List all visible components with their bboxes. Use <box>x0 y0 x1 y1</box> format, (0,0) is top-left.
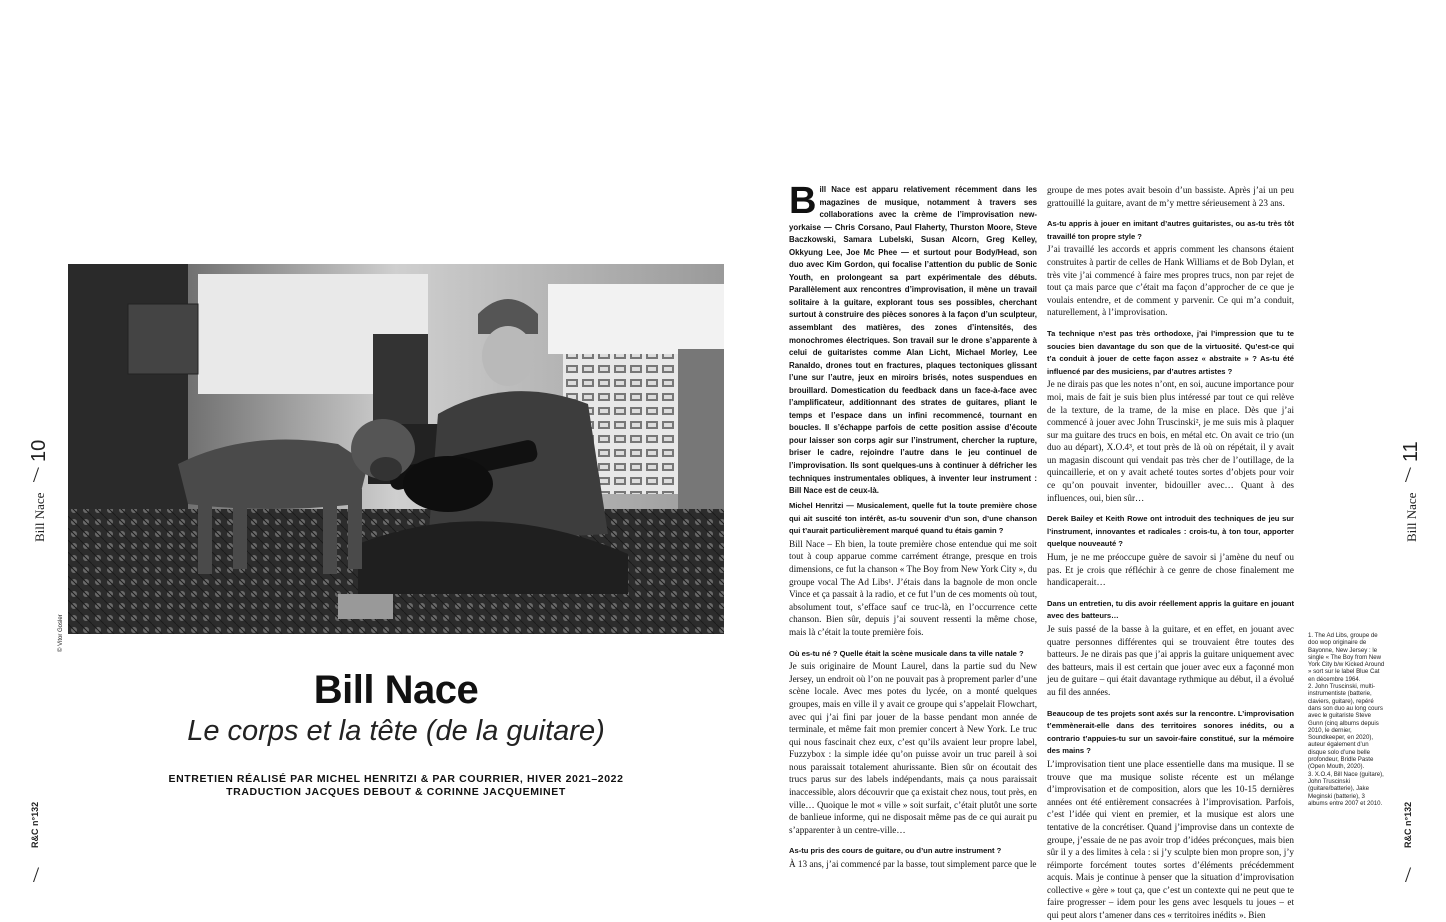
article-credits-line2: TRADUCTION JACQUES DEBOUT & CORINNE JACQUEMINET <box>226 786 566 798</box>
footnote: 3. X.O.4, Bill Nace (guitare), John Truscinski (guitare/batterie), Jake Meginski (batterie), 3 albums entre 2007 et 2010. <box>1308 770 1384 807</box>
running-head-right: Bill Nace <box>1404 492 1419 542</box>
page-divider-left: / <box>33 462 40 487</box>
question: Où es-tu né ? Quelle était la scène musicale dans ta ville natale ? <box>789 648 1024 658</box>
article-title: Bill Nace <box>313 668 479 712</box>
text-column-1 <box>789 500 1037 871</box>
photo-credit: © Vitor Gosler <box>58 614 64 652</box>
page-number-left: 10 <box>28 439 50 462</box>
page-number-right: 11 <box>1400 441 1422 462</box>
answer: Hum, je ne me préoccupe guère de savoir si j’amène du neuf ou pas. Et je crois que réfléchir à ce genre de chose finalement me handicaperait… <box>1047 552 1294 588</box>
article-intro <box>789 180 1037 498</box>
answer: Bill Nace – Eh bien, la toute première chose entendue qui me soit tout à coup apparue comme carrément étrange, presque en trois dimensions, ce fut la chanson « The Boy from New York City », du groupe vocal The Ad Libs¹. J’étais dans la bagnole de mon oncle Vince et ça passait à la radio, et ce fut l’un de ces moments où tout, absolument tout, s’efface sauf ce truc-là, en l’occurrence cette chanson. Bien sûr, depuis j’ai souvent ressenti la même chose, mais là c’était la toute première fois. <box>789 538 1037 637</box>
article-credits-line1: ENTRETIEN RÉALISÉ PAR MICHEL HENRITZI & PAR COURRIER, HIVER 2021–2022 <box>168 773 624 785</box>
question: Dans un entretien, tu dis avoir réellement appris la guitare en jouant avec des batteurs… <box>1047 598 1294 621</box>
drop-cap: B <box>789 180 817 222</box>
corner-slash-right: / <box>1405 862 1412 887</box>
question: As-tu pris des cours de guitare, ou d’un autre instrument ? <box>789 846 1002 856</box>
running-head-left: Bill Nace <box>32 492 47 542</box>
answer: Je ne dirais pas que les notes n’ont, en soi, aucune importance pour moi, mais de fait je suis bien plus intéressé par tout ce qui relève de la texture, de la trame, de la mise en place. Dès que j’ai commencé à jouer avec John Truscinski², je me suis mis à plaquer sur ma guitare des trucs en bois, en métal etc. On avait ce trio (un duo au départ), X.O.4³, et tout près de là où on répétait, il y avait un magasin discount qui vendait pas très cher de l’outillage, de la quincaillerie, et on y avait acheté toutes sortes d’objets pour voir ce qu’on pouvait inventer, bidouiller avec… Quant à des influences, oui, bien sûr… <box>1047 379 1294 503</box>
page-divider-right: / <box>1405 462 1412 487</box>
text-column-2 <box>1047 184 1294 922</box>
question: Beaucoup de tes projets sont axés sur la rencontre. L’improvisation t’emmènerait-elle dans des territoires sonores inédits, ou a contrario t’appuies-tu sur un savoir-faire constitué, sur la mémoire des mains ? <box>1047 708 1294 756</box>
article-photo <box>68 264 724 634</box>
intro-text: ill Nace est apparu relativement récemment dans les magazines de musique, notamment à travers ses collaborations avec la crème de l’improvisation new-yorkaise — Chris Corsano, Paul Flaherty, Thurston Moore, Steve Baczkowski, Samara Lubelski, Susan Alcorn, Greg Kelley, Okkyung Lee, Joe Mc Phee — et surtout pour Body/Head, son duo avec Kim Gordon, qui focalise l’attention du public de Sonic Youth, en prolongeant sa part expérimentale des débuts. Parallèlement aux rencontres d’improvisation, il mène un travail solitaire à la guitare, explorant tous ses possibles, cherchant surtout à construire des pièces sonores à la façon d’un sculpteur, assemblant des matières, des zones d’intensités, des monochromes électriques. Son travail sur le drone s’apparente à celui de guitaristes comme Alan Licht, Michael Morley, Lee Ranaldo, drones tout en fractures, plaques tectoniques glissant l’une sur l’autre, jeux en miroirs brisés, notes suspendues en brouillard. Domestication du feedback dans un face-à-face avec l’amplificateur, additionnant des strates de guitares, pliant le temps et l’espace dans un infini recommencé, tournant en boucles. Il s’échappe parfois de cette position assise d’écoute pour laisser son corps agir sur l’instrument, chercher la rupture, briser le cadre, rejoindre l’autre dans le jeu continuel de l’improvisation. Ils sont quelques-uns à continuer à défricher les techniques instrumentales obliques, à inventer leur instrument : Bill Nace est de ceux-là. <box>789 185 1037 496</box>
answer: Je suis passé de la basse à la guitare, et en effet, en jouant avec quatre personnes différentes qui se trouvaient être toutes des batteurs. Je ne dirais pas que j’ai appris la guitare uniquement avec des batteurs, mais il est certain que jouer avec eux a façonné mon jeu de guitare – qui était davantage rythmique au début, il a évolué au fil des années. <box>1047 624 1294 697</box>
issue-label-left: R&C n°132 <box>30 801 40 848</box>
footnote: 1. The Ad Libs, groupe de doo wop originaire de Bayonne, New Jersey : le single « The Boy from New York City b/w Kicked Around » sort sur le label Blue Cat en décembre 1964. <box>1308 632 1385 683</box>
answer: L’improvisation tient une place essentielle dans ma musique. Il se trouve que ma musique soliste récente est un mélange d’improvisation et de composition, alors que les 10-15 dernières années ont été entièrement consacrées à l’improvisation. Parfois, c’est l’idée qui vient en premier, et la musique est alors une tentative de la concrétiser. Quand j’improvise dans un contexte de groupe, j’essaie de ne pas avoir trop d’idées préconçues, mais bien sûr il y a des limites à cela : si j’y sculpte bien mon propre son, j’y réimporte forcément toutes sortes d’éléments précédemment acquis. Mais je continue à penser que la situation d’improvisation collective « gère » tout ça, que c’est un contexte qui ne peut que te faire progresser – idem pour les gens avec lesquels tu joues – et qui peut alors t’amener dans ces « territoires inédits ». Bien <box>1047 758 1294 921</box>
answer: Je suis originaire de Mount Laurel, dans la partie sud du New Jersey, un endroit où l’on ne pouvait pas à proprement parler d’une scène locale. Avec mes potes du lycée, on a monté quelques groupes, mais en ville il y avait ce groupe qui s’appelait Flowchart, avec qui j’ai fini par jouer de la basse pendant mon année de terminale, et même fait mon premier concert à New York. Le truc qui nous fascinait chez eux, c’est qu’ils avaient leur propre label, Fuzzybox : la simple idée qu’on puisse avoir un truc pareil à soi nous paraissait totalement ahurissante. Bien sûr on écoutait des trucs parus sur des labels indépendants, mais ça nous paraissait inaccessible, alors découvrir que ça existait chez nous, tout près, en ville… Quoique le mot « ville » soit surfait, c’était plutôt une sorte de banlieue informe, qui ne disposait même pas de ce qui aurait pu s’apparenter à un centre-ville… <box>789 661 1037 835</box>
corner-slash-left: / <box>33 862 40 887</box>
answer: J’ai travaillé les accords et appris comment les chansons étaient construites à partir de celles de Hank Williams et de Bob Dylan, et très vite j’ai commencé à faire mes propres trucs, non par rejet de tout ça mais parce que c’était ma façon d’approcher de ce que je voulais entendre, et de comment y parvenir. Ce qui m’a conduit, naturellement, à l’improvisation. <box>1047 244 1294 318</box>
footnotes <box>1308 632 1386 807</box>
question: Ta technique n’est pas très orthodoxe, j’ai l’impression que tu te soucies bien davantage du son que de la virtuosité. Qu’est-ce qui t’a conduit à jouer de cette façon assez « abstraite » ? As-tu été influencé par des musiciens, par d’autres artistes ? <box>1047 328 1294 376</box>
issue-label-right: R&C n°132 <box>1403 801 1413 848</box>
question: Derek Bailey et Keith Rowe ont introduit des techniques de jeu sur l’instrument, innovantes et radicales : crois-tu, à ton tour, apporter quelque nouveauté ? <box>1047 514 1294 549</box>
answer: groupe de mes potes avait besoin d’un bassiste. Après j’ai un peu grattouillé la guitare, avant de m’y mettre sérieusement à 23 ans. <box>1047 185 1294 208</box>
question: Michel Henritzi — Musicalement, quelle fut la toute première chose qui ait suscité ton intérêt, as-tu souvenir d’un son, d’une chanson qui t’aurait particulièrement marqué quand tu étais gamin ? <box>789 501 1037 536</box>
answer: À 13 ans, j’ai commencé par la basse, tout simplement parce que le <box>789 859 1037 870</box>
question: As-tu appris à jouer en imitant d’autres guitaristes, ou as-tu très tôt travaillé ton propre style ? <box>1047 219 1294 241</box>
article-subtitle: Le corps et la tête (de la guitare) <box>187 715 605 747</box>
photo-illustration <box>68 264 724 634</box>
footnote: 2. John Truscinski, multi-instrumentiste (batterie, claviers, guitare), repéré dans son duo au long cours avec le guitariste Steve Gunn (cinq albums depuis 2010, le dernier, Soundkeeper, en 2020), auteur également d’un disque solo d’une belle profondeur, Bridle Paste (Open Mouth, 2020). <box>1308 683 1383 771</box>
